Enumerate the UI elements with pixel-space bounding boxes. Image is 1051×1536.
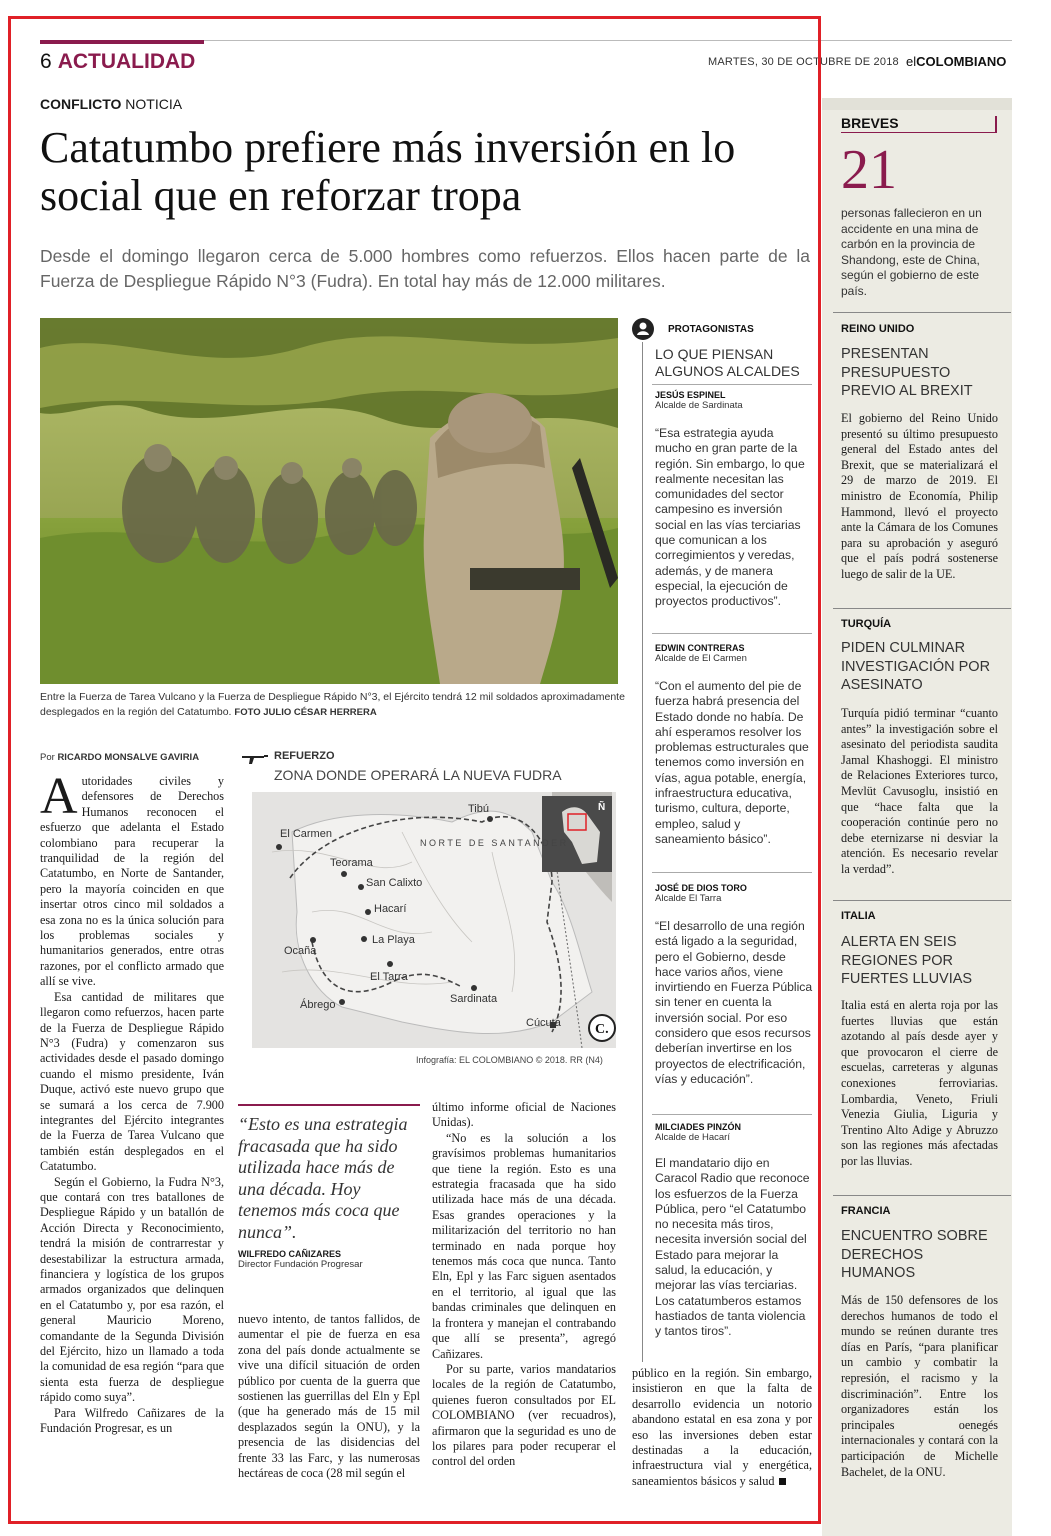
divider <box>833 900 1011 901</box>
breves-title: BREVES <box>841 115 899 131</box>
person-icon <box>632 318 654 340</box>
map-label: REFUERZO <box>274 750 335 762</box>
protagonist-role: Alcalde de Hacarí <box>655 1132 730 1143</box>
paragraph: último informe oficial de Naciones Unidas). <box>432 1100 616 1130</box>
map-town-label: Cúcuta <box>526 1017 561 1029</box>
map-town-label: Hacarí <box>374 903 407 915</box>
paragraph <box>40 768 224 990</box>
byline-name: RICARDO MONSALVE GAVIRIA <box>57 752 200 763</box>
map-town-label: San Calixto <box>366 877 423 889</box>
protagonist-name: MILCIADES PINZÓN <box>655 1122 742 1132</box>
brief-headline: ALERTA EN SEIS REGIONES POR FUERTES LLUVIAS <box>841 934 973 987</box>
sidebar-title: LO QUE PIENSAN ALGUNOS ALCALDES <box>655 346 800 379</box>
rifle-icon <box>240 746 270 770</box>
article-dek: Desde el domingo llegaron cerca de 5.000 hombres como refuerzos. Ellos hacen parte de la Fuerza de Despliegue Rápido N°3 (Fudra). En total hay más de 12.000 militares. <box>40 246 810 291</box>
protagonist-quote: “Esa estrategia ayuda mucho en gran parte de la región. Sin embargo, lo que realmente necesitan las comunidades del sector campesino es inversión social en las vías terciarias que comunican a los corregimientos y veredas, además, y de manera especial, la ejecución de proyectos productivos”. <box>655 426 805 609</box>
paragraph <box>632 1366 812 1489</box>
region-label: NORTE DE SANTANDER <box>420 838 569 848</box>
map-town-label: Sardinata <box>450 993 498 1005</box>
article-kicker <box>40 96 182 112</box>
sidebar-label: PROTAGONISTAS <box>668 324 754 335</box>
protagonist-quote: El mandatario dijo en Caracol Radio que reconoce los esfuerzos de la Fuerza Pública, pero “el Catatumbo no necesita más tiros, necesita inversión social del Estado para mejorar la salud, la educación, y mejorar las vías terciarias. Los catatumberos estamos hastiados de tanta violencia y tantos tiros”. <box>655 1156 810 1339</box>
paragraph-text: utoridades civiles y defensores de Derechos Humanos reconocen el esfuerzo que adelanta el Estado colombiano para recuperar la tranquilidad de la región del Catatumbo, en Norte de Santander, pero la mayoría coinciden en que insertar otros cinco mil soldados a esa zona no es la única solución para los problemas sociales y humanitarios generados, entre otras razones, por el conflicto armado que allí se vive. <box>40 774 224 989</box>
divider <box>652 633 812 634</box>
pull-quote-text: “Esto es una estrategia fracasada que ha sido utilizada hace más de una década. Hoy tenemos más coca que nunca”. <box>238 1114 408 1242</box>
breves-big-number: 21 <box>841 139 897 201</box>
map-town-label: Ocaña <box>284 945 317 957</box>
divider <box>833 608 1011 609</box>
kicker-type: NOTICIA <box>125 96 183 112</box>
paragraph: nuevo intento, de tantos fallidos, de aumentar el pie de fuerza en esa zona del país donde actualmente se vive una difícil situación de orden público por cuenta de la guerra que sostienen las guerrillas del Eln y Epl (que ha generado más de 15 mil desplazados según la ONU), y la presencia de las disidencias del frente 33 las Farc, y las numerosas hectáreas de coca (28 mil según el <box>238 1312 420 1481</box>
article-column-4 <box>632 1366 812 1489</box>
breves-top-band <box>822 98 1012 110</box>
town-marker <box>387 961 393 967</box>
paragraph: Esa cantidad de militares que llegaron como refuerzos, hacen parte de la Fuerza de Despliegue Rápido N°3 (Fudra) y comenzaron sus actividades desde el pasado domingo cuando el mismo presidente, Iván Duque, activó este nuevo grupo que se sumará a los cerca de 7.900 integrantes del Ejército integrantes de la Fuerza de Tarea Vulcano que también están desplegados en el Catatumbo. <box>40 989 224 1174</box>
compass-label: Ñ <box>598 802 606 813</box>
paragraph: Para Wilfredo Cañizares de la Fundación Progresar, es un <box>40 1405 224 1436</box>
protagonist-card <box>655 390 813 610</box>
article-column-2 <box>238 1312 420 1481</box>
protagonist-role: Alcalde El Tarra <box>655 893 722 904</box>
photo-caption <box>40 690 625 720</box>
protagonist-role: Alcalde de Sardinata <box>655 400 743 411</box>
pull-quote <box>238 1114 420 1270</box>
divider <box>652 384 812 385</box>
kicker-topic: CONFLICTO <box>40 96 122 112</box>
issue-date: MARTES, 30 DE OCTUBRE DE 2018 <box>708 56 899 68</box>
paragraph: Según el Gobierno, la Fudra N°3, que contará con tres batallones de Despliegue Rápido y un batallón de Acción Directa y Reconocimiento, tendrá la misión de contrarrestar y desestabilizar la estructura armada, financiera y logística de los grupos armados organizados que delinquen en el Catatumbo y, por esa razón, el general Mauricio Moreno, comandante de la Segunda División del Ejército, hizo un llamado a toda la comunidad de esa región “para que sienta esta fuerza de despliegue rápido como suya”. <box>40 1174 224 1405</box>
brief-headline: ENCUENTRO SOBRE DERECHOS HUMANOS <box>841 1228 988 1281</box>
map-town-label: Teorama <box>330 857 373 869</box>
newspaper-brand <box>906 54 1006 69</box>
town-marker <box>358 884 364 890</box>
protagonist-card <box>655 1122 813 1340</box>
protagonist-card <box>655 643 813 847</box>
pull-quote-role: Director Fundación Progresar <box>238 1259 363 1270</box>
headline: Catatumbo prefiere más inversión en lo social que en reforzar tropa <box>40 123 736 220</box>
town-marker <box>276 844 282 850</box>
town-marker <box>471 985 477 991</box>
byline-prefix: Por <box>40 752 55 763</box>
photo-credit: FOTO JULIO CÉSAR HERRERA <box>234 707 377 718</box>
protagonist-quote: “El desarrollo de una región está ligado a la seguridad, pero el Gobierno, desde hace varios años, viene invirtiendo en Fuerza Pública sin tener en cuenta la inversión social. Por eso considero que esos recursos deberían invertirse en los proyectos de electrificación, vías y educación”. <box>655 919 813 1086</box>
brief-section: ITALIA <box>841 910 876 922</box>
brand-prefix: el <box>906 54 917 69</box>
map-credit: Infografía: EL COLOMBIANO © 2018. RR (N4) <box>416 1055 603 1065</box>
page-number: 6 <box>40 50 52 73</box>
page-header <box>40 50 195 74</box>
end-mark-icon <box>779 1478 786 1485</box>
brand-name: COLOMBIANO <box>916 54 1007 69</box>
brief-headline: PIDEN CULMINAR INVESTIGACIÓN POR ASESINATO <box>841 640 991 693</box>
map-title: ZONA DONDE OPERARÁ LA NUEVA FUDRA <box>274 767 562 783</box>
town-marker <box>487 816 493 822</box>
town-marker <box>339 999 345 1005</box>
paragraph: “No es la solución a los gravísimos problemas humanitarios que tiene la región. Esto es una estrategia fracasada que ha sido utilizada hace más de una década. Esas grandes operaciones y la militarización del territorio no han terminado en nada porque hoy tenemos más coca que nunca. Tanto Eln, Epl y las Farc siguen asentados en el territorio, al igual que las bandas criminales que delinquen en la frontera y manejan el contrabando que allí se presenta”, agregó Cañizares. <box>432 1130 616 1361</box>
breves-big-number-text: personas fallecieron en un accidente en una mina de carbón en la provincia de Shandong, este de China, según el gobierno de este país. <box>841 206 982 298</box>
paragraph: Por su parte, varios mandatarios locales de la región de Catatumbo, quienes fueron consultados por EL COLOMBIANO (ver recuadros), afirmaron que la seguridad es uno de los pilares para poder recuperar el control del orden <box>432 1361 616 1469</box>
brief-section: FRANCIA <box>841 1205 891 1217</box>
pull-quote-name: WILFREDO CAÑIZARES <box>238 1249 341 1259</box>
town-marker <box>361 936 367 942</box>
divider <box>833 1195 1011 1196</box>
section-name: ACTUALIDAD <box>57 50 196 73</box>
protagonist-name: JOSÉ DE DIOS TORO <box>655 883 747 893</box>
article-photo <box>40 318 618 684</box>
brief-body: Italia está en alerta roja por las fuertes lluvias que están azotando al país desde ayer y que provocaron el cierre de escuelas, carreteras y algunas conexiones ferroviarias. Lombardia, Veneto, Friuli Venezia Giulia, Liguria y Trentino Alto Adige y Abruzzo son las regiones más afectadas por las lluvias. <box>841 998 998 1168</box>
brief-section: TURQUÍA <box>841 618 892 630</box>
byline <box>40 752 199 763</box>
map-town-label: Ábrego <box>300 999 336 1011</box>
map-town-label: El Carmen <box>280 828 332 840</box>
divider <box>833 312 1011 313</box>
paragraph-text: público en la región. Sin embargo, insistieron en que la falta de desarrollo evidencia un notorio abandono estatal en esa zona y por eso las inversiones deben estar destinadas a la educación, infraestructura vial y energética, saneamientos básicos y salud <box>632 1366 812 1488</box>
newspaper-logo-icon: C. <box>595 1022 609 1037</box>
sidebar-vertical-rule <box>642 342 643 1362</box>
breves-title-tick <box>995 116 997 132</box>
divider <box>652 1114 812 1115</box>
brief-body: Turquía pidió terminar “cuanto antes” la investigación sobre el asesinato del periodista saudita Jamal Khashoggi. El ministro de Relaciones Exteriores turco, Mevlüt Cavusoglu, insistió en que “hace falta que la cooperación continúe pero no debe eternizarse ni desviar la atención. Es necesario revelar la verdad”. <box>841 706 998 876</box>
brief-body: Más de 150 defensores de los derechos humanos de todo el mundo se reúnen durante tres días en París, “para planificar un cambio y combatir la represión, el racismo y la discriminación”. Entre los organizadores están los principales oenegés internacionales y contará con la participación de Michelle Bachelet, de la ONU. <box>841 1293 998 1479</box>
brief-section: REINO UNIDO <box>841 323 915 335</box>
brief-body: El gobierno del Reino Unido presentó su último presupuesto general del Estado antes del Brexit, que se materializará el 29 de marzo de 2019. El ministro de Economía, Philip Hammond, llevó el proyecto ante la Cámara de los Comunes para su aprobación y aseguró que el país podrá sostenerse luego de salir de la UE. <box>841 411 998 581</box>
map-town-label: El Tarra <box>370 971 408 983</box>
map-town-label: Tibú <box>468 803 489 815</box>
town-marker <box>310 937 316 943</box>
protagonist-quote: “Con el aumento del pie de fuerza habrá presencia del Estado donde no había. De ahí esperamos resolver los problemas estructurales que tenemos como inversión en vías, agua potable, energía, infraestructura educativa, turismo, cultura, deporte, empleo, salud y saneamiento básico”. <box>655 679 809 846</box>
pull-quote-rule <box>238 1104 420 1106</box>
protagonist-card <box>655 883 813 1087</box>
protagonist-name: EDWIN CONTRERAS <box>655 643 745 653</box>
protagonist-role: Alcalde de El Carmen <box>655 653 747 664</box>
town-marker <box>341 871 347 877</box>
section-color-bar <box>40 40 204 44</box>
catatumbo-map <box>252 792 616 1048</box>
drop-cap: A <box>40 768 78 825</box>
protagonist-name: JESÚS ESPINEL <box>655 390 726 400</box>
soldiers-photo <box>40 318 618 684</box>
map-town-label: La Playa <box>372 934 415 946</box>
divider <box>652 872 812 873</box>
brief-headline: PRESENTAN PRESUPUESTO PREVIO AL BREXIT <box>841 346 973 399</box>
caption-text: Entre la Fuerza de Tarea Vulcano y la Fuerza de Despliegue Rápido N°3, el Ejército tendrá 12 mil soldados aproximadamente desplegados en la región del Catatumbo. <box>40 691 625 718</box>
article-column-1 <box>40 768 224 1436</box>
article-column-3 <box>432 1100 616 1470</box>
town-marker <box>365 909 371 915</box>
breves-title-rule <box>841 132 997 133</box>
